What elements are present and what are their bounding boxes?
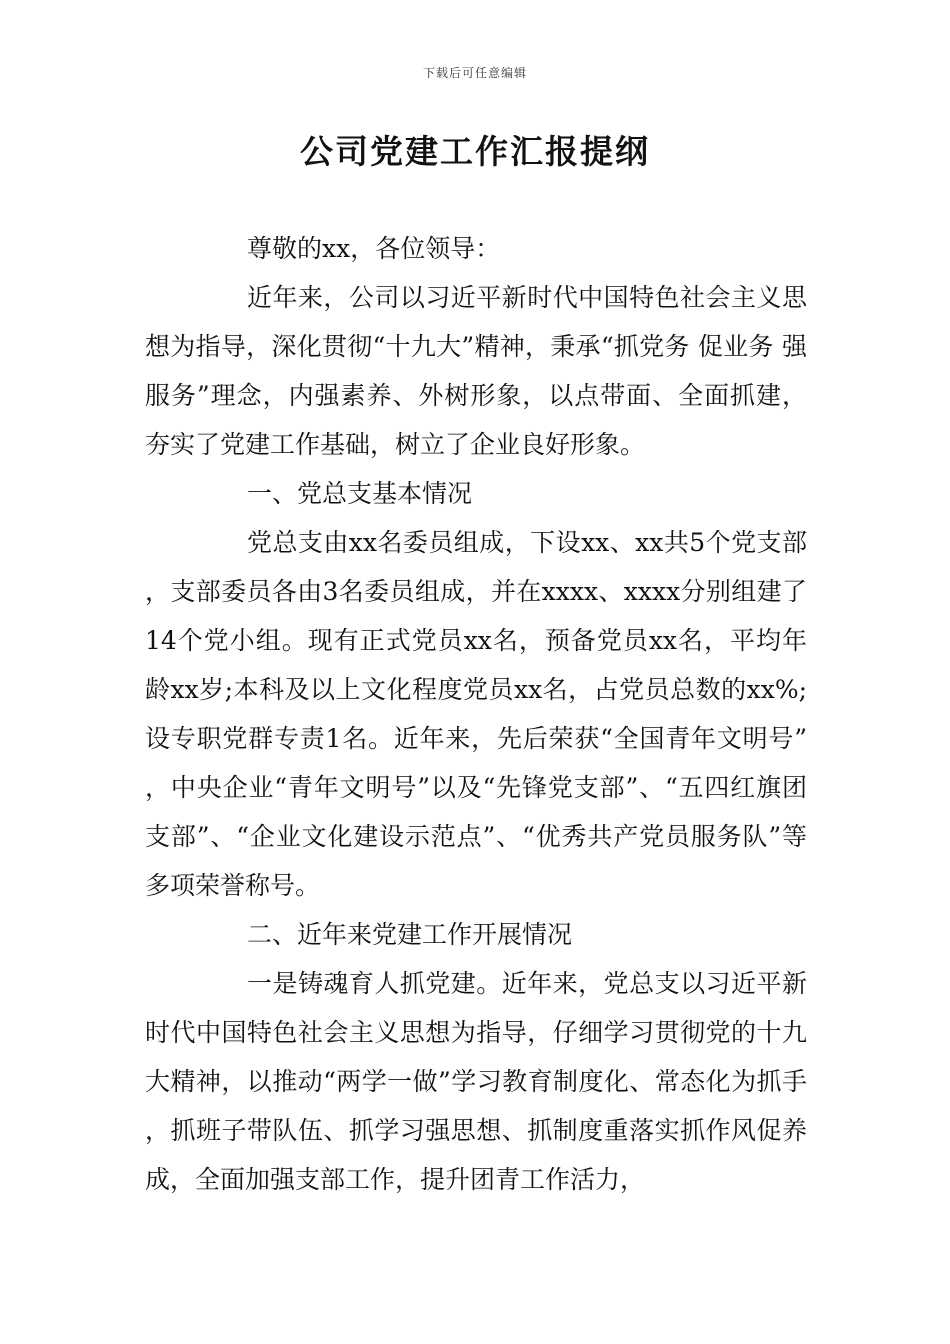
page-header-note: 下载后可任意编辑 xyxy=(422,66,527,80)
section-1-paragraph: 党总支由xx名委员组成，下设xx、xx共5个党支部，支部委员各由3名委员组成，并在xxxx、xxxx分别组建了14个党小组。现有正式党员xx名，预备党员xx名，平均年龄xx岁;本科及以上文化程度党员xx名，占党员总数的xx%;设专职党群专责1名。近年来，先后荣获“全国青年文明号”，中央企业“青年文明号”以及“先锋党支部”、“五四红旗团支部”、“企业文化建设示范点”、“优秀共产党员服务队”等多项荣誉称号。 xyxy=(145,528,807,900)
section-heading-1: 一、党总支基本情况 xyxy=(247,479,473,508)
document-body xyxy=(145,224,807,1204)
section-2-paragraph: 一是铸魂育人抓党建。近年来，党总支以习近平新时代中国特色社会主义思想为指导，仔细学习贯彻党的十九大精神，以推动“两学一做”学习教育制度化、常态化为抓手，抓班子带队伍、抓学习强思想、抓制度重落实抓作风促养成，全面加强支部工作，提升团青工作活力， xyxy=(145,969,807,1194)
document-title: 公司党建工作汇报提纲 xyxy=(300,132,650,171)
intro-paragraph: 近年来，公司以习近平新时代中国特色社会主义思想为指导，深化贯彻“十九大”精神，秉承“抓党务 促业务 强服务”理念，内强素养、外树形象，以点带面、全面抓建，夯实了党建工作基础，树立了企业良好形象。 xyxy=(145,283,807,459)
section-heading-2: 二、近年来党建工作开展情况 xyxy=(247,920,573,949)
salutation-paragraph: 尊敬的xx，各位领导： xyxy=(247,234,501,263)
